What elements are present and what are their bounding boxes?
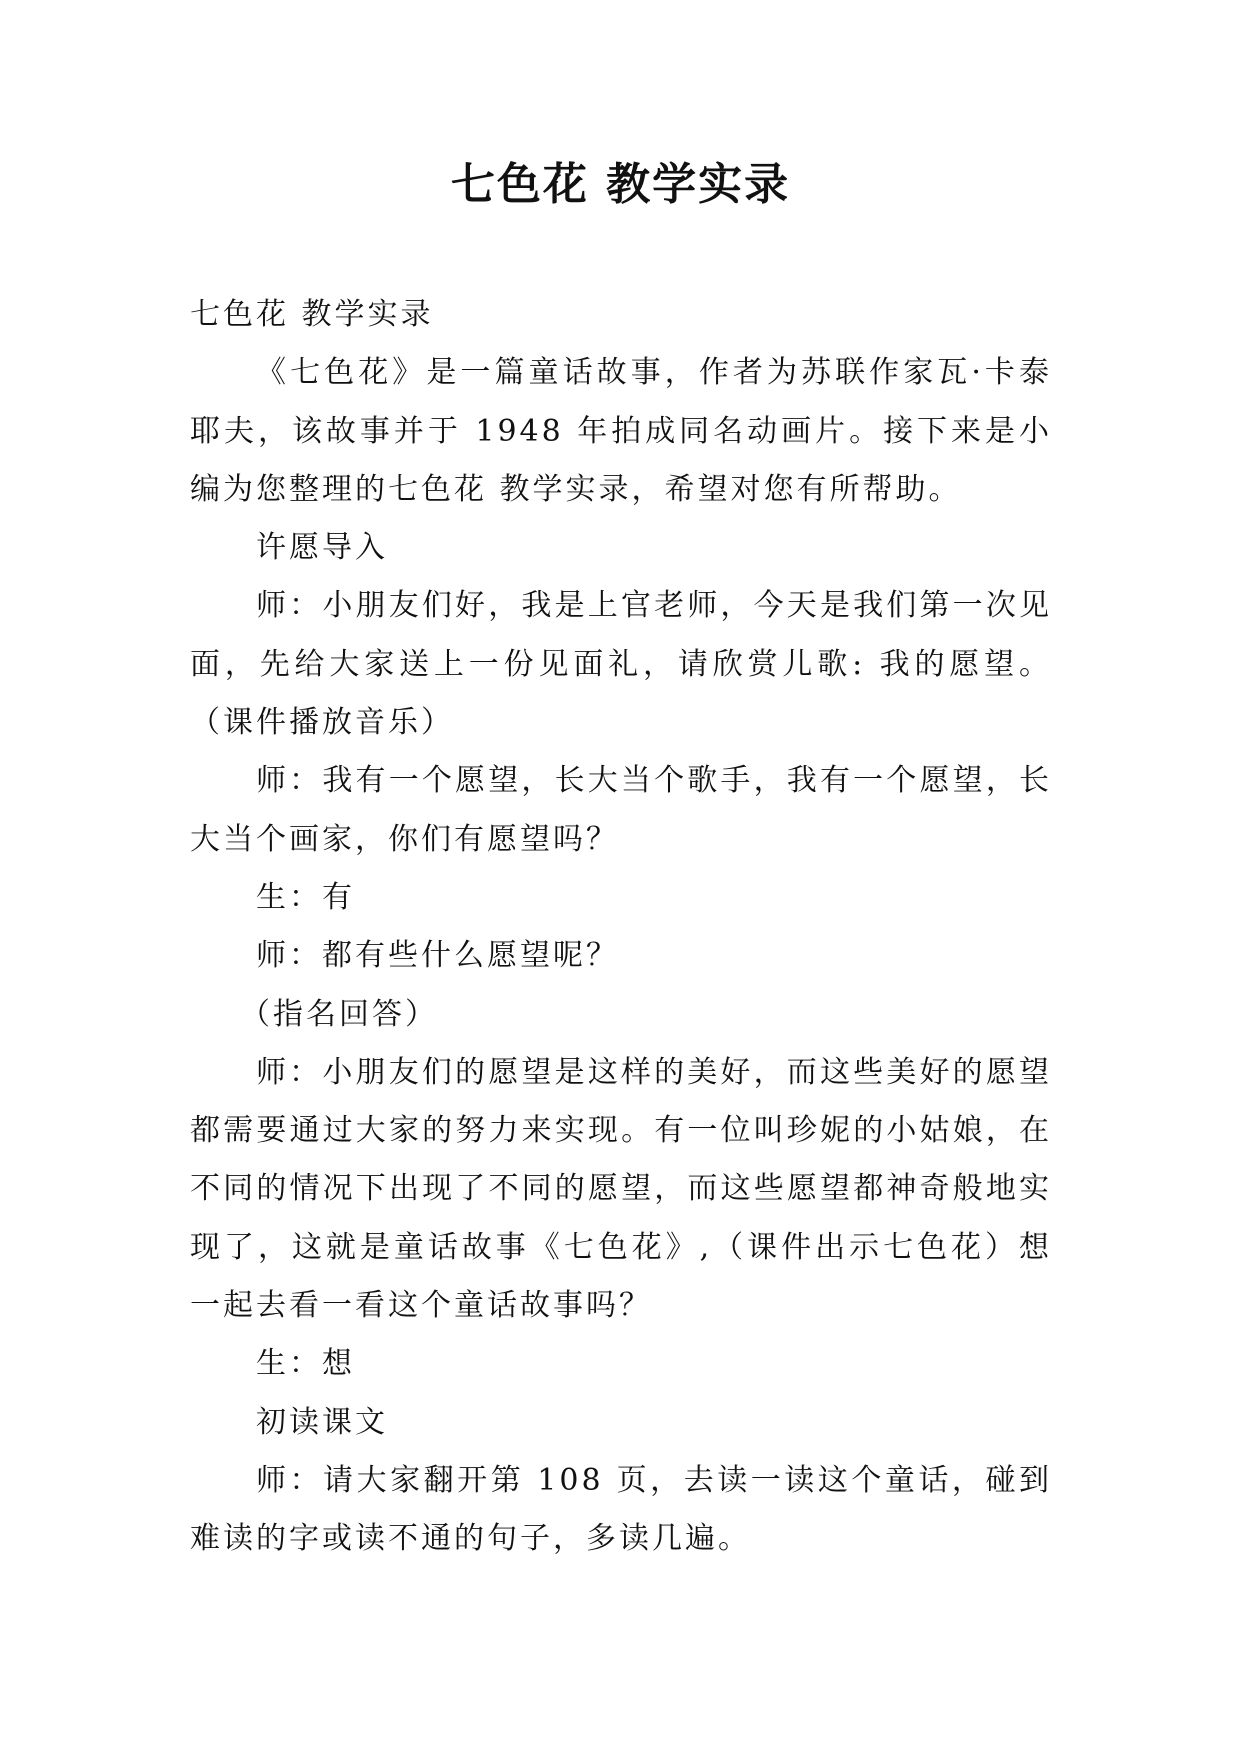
subtitle-paragraph: 七色花 教学实录 [190, 297, 434, 332]
dialogue-paragraph: 师：小朋友们好，我是上官老师，今天是我们第一次见面，先给大家送上一份见面礼，请欣赏儿歌: 我的愿望。（课件播放音乐） [190, 588, 1052, 741]
document-title: 七色花 教学实录 [450, 159, 791, 210]
stage-note-paragraph: （指名回答） [240, 996, 438, 1032]
section-heading: 许愿导入 [256, 530, 388, 566]
dialogue-paragraph: 师：请大家翻开第 108 页，去读一读这个童话，碰到难读的字或读不通的句子，多读几遍。 [190, 1462, 1052, 1557]
dialogue-paragraph: 师：小朋友们的愿望是这样的美好，而这些美好的愿望都需要通过大家的努力来实现。有一位叫珍妮的小姑娘，在不同的情况下出现了不同的愿望，而这些愿望都神奇般地实现了，这就是童话故事《七色花》,（课件出示七色花）想一起去看一看这个童话故事吗？ [190, 1054, 1052, 1324]
intro-paragraph: 《七色花》是一篇童话故事，作者为苏联作家瓦·卡泰耶夫，该故事并于 1948 年拍成同名动画片。接下来是小编为您整理的七色花 教学实录，希望对您有所帮助。 [190, 355, 1052, 507]
section-heading: 初读课文 [256, 1404, 388, 1440]
dialogue-paragraph: 生：有 [256, 879, 355, 915]
dialogue-paragraph: 师：都有些什么愿望呢？ [256, 938, 619, 974]
dialogue-paragraph: 师：我有一个愿望，长大当个歌手，我有一个愿望，长大当个画家，你们有愿望吗？ [190, 763, 1052, 857]
document-body [190, 286, 1052, 1569]
dialogue-paragraph: 生：想 [256, 1346, 355, 1382]
